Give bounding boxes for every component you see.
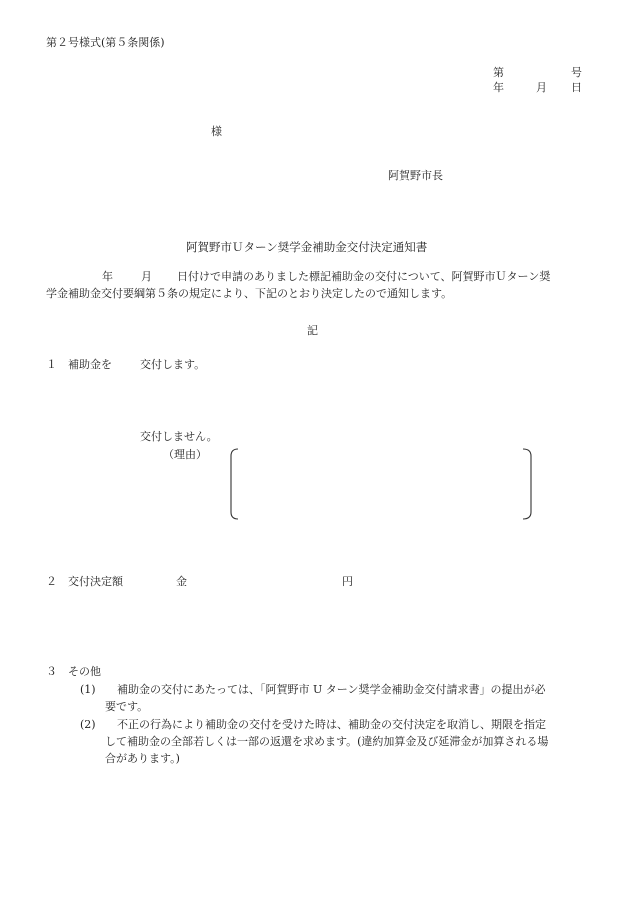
section2-number: ２ <box>46 575 57 588</box>
section1-number: １ <box>46 358 57 371</box>
option-grant: 交付します。 <box>140 358 206 371</box>
document-number-suffix: 号 <box>571 66 582 79</box>
body-text-line1: 日付けで申請のありました標記補助金の交付について、阿賀野市Ｕターン奨 <box>177 270 551 283</box>
item2-line2: して補助金の全部若しくは一部の返還を求めます。(違約加算金及び延滞金が加算される場 <box>105 735 549 748</box>
section1-label: 補助金を <box>68 358 112 371</box>
item2-marker: (2) <box>80 718 96 731</box>
date-year-label: 年 <box>493 81 504 94</box>
section2-label: 交付決定額 <box>68 575 123 588</box>
item2-line3: 合があります。) <box>105 752 180 765</box>
reason-bracket-right <box>523 449 531 519</box>
body-date-month: 月 <box>141 270 152 283</box>
reason-bracket-left <box>231 449 238 519</box>
item2-line1: 不正の行為により補助金の交付を受けた時は、補助金の交付決定を取消し、期限を指定 <box>117 718 546 731</box>
document-number-prefix: 第 <box>493 66 504 79</box>
reason-label: （理由） <box>163 448 207 461</box>
issuer-name: 阿賀野市長 <box>388 169 443 182</box>
amount-prefix: 金 <box>176 575 187 588</box>
date-month-label: 月 <box>536 81 547 94</box>
section3-label: その他 <box>68 665 101 678</box>
item1-line1: 補助金の交付にあたっては、「阿賀野市 U ターン奨学金補助金交付請求書」の提出が必 <box>117 683 546 696</box>
ki-marker: 記 <box>307 324 318 337</box>
date-day-label: 日 <box>571 81 582 94</box>
notice-title: 阿賀野市Ｕターン奨学金補助金交付決定通知書 <box>186 240 428 254</box>
section3-number: ３ <box>46 665 57 678</box>
amount-suffix: 円 <box>342 575 353 588</box>
form-label: 第２号様式(第５条関係) <box>46 36 165 49</box>
option-deny: 交付しません。 <box>140 430 218 443</box>
reason-bracket <box>228 447 538 521</box>
item1-marker: (1) <box>80 683 96 696</box>
recipient-honorific: 様 <box>211 125 222 138</box>
item1-line2: 要です。 <box>105 700 149 713</box>
body-date-year: 年 <box>102 270 113 283</box>
body-text-line2: 学金補助金交付要綱第５条の規定により、下記のとおり決定したので通知します。 <box>46 287 453 300</box>
